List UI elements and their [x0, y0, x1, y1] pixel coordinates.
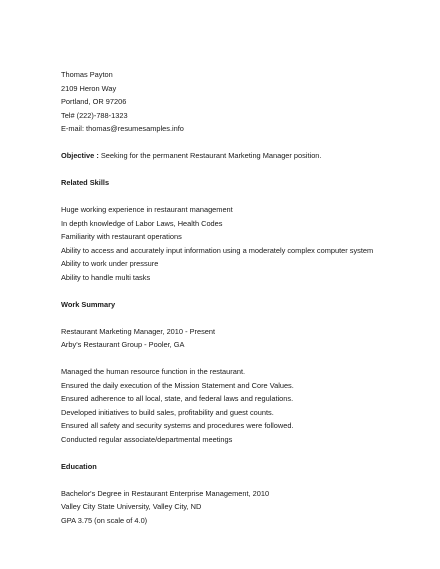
skills-heading: Related Skills: [61, 178, 110, 187]
spacer: [61, 352, 421, 366]
objective-line: [61, 149, 421, 163]
skill-item: Ability to work under pressure: [61, 259, 159, 268]
spacer: [61, 284, 421, 298]
duty-item: Ensured all safety and security systems and procedures were followed.: [61, 421, 294, 430]
contact-phone: Tel# (222)-788-1323: [61, 110, 128, 120]
contact-name: Thomas Payton: [61, 70, 113, 79]
skill-item: In depth knowledge of Labor Laws, Health Codes: [61, 218, 223, 228]
contact-street: 2109 Heron Way: [61, 83, 117, 93]
duty-item: Ensured the daily execution of the Mission Statement and Core Values.: [61, 380, 294, 390]
duty-item: Ensured adherence to all local, state, and federal laws and regulations.: [61, 394, 294, 403]
resume-document: [61, 68, 421, 527]
education-entry: [61, 487, 421, 528]
spacer: [61, 190, 421, 204]
skill-item: Ability to handle multi tasks: [61, 272, 151, 282]
skill-item: Ability to access and accurately input information using a moderately complex computer system: [61, 245, 374, 255]
education-heading: Education: [61, 461, 97, 471]
work-employer: Arby's Restaurant Group - Pooler, GA: [61, 340, 185, 349]
contact-block: [61, 68, 421, 136]
work-duties: [61, 365, 421, 446]
work-entry: [61, 325, 421, 352]
work-position: Restaurant Marketing Manager, 2010 - Present: [61, 326, 216, 336]
skill-item: Familiarity with restaurant operations: [61, 232, 182, 241]
work-heading: Work Summary: [61, 299, 116, 309]
spacer: [61, 446, 421, 460]
objective-label: Objective :: [61, 151, 99, 160]
skill-item: Huge working experience in restaurant management: [61, 205, 233, 214]
duty-item: Conducted regular associate/departmental meetings: [61, 434, 233, 444]
objective-text: Seeking for the permanent Restaurant Marketing Manager position.: [98, 151, 322, 160]
skills-list: [61, 203, 421, 284]
contact-email: E-mail: thomas@resumesamples.info: [61, 124, 184, 133]
contact-city: Portland, OR 97206: [61, 97, 127, 106]
spacer: [61, 136, 421, 150]
spacer: [61, 473, 421, 487]
duty-item: Managed the human resource function in the restaurant.: [61, 367, 246, 376]
education-school: Valley City State University, Valley City, ND: [61, 502, 202, 511]
spacer: [61, 311, 421, 325]
duty-item: Developed initiatives to build sales, profitability and guest counts.: [61, 407, 274, 417]
spacer: [61, 163, 421, 177]
education-degree: Bachelor's Degree in Restaurant Enterprise Management, 2010: [61, 488, 270, 498]
education-gpa: GPA 3.75 (on scale of 4.0): [61, 515, 148, 525]
